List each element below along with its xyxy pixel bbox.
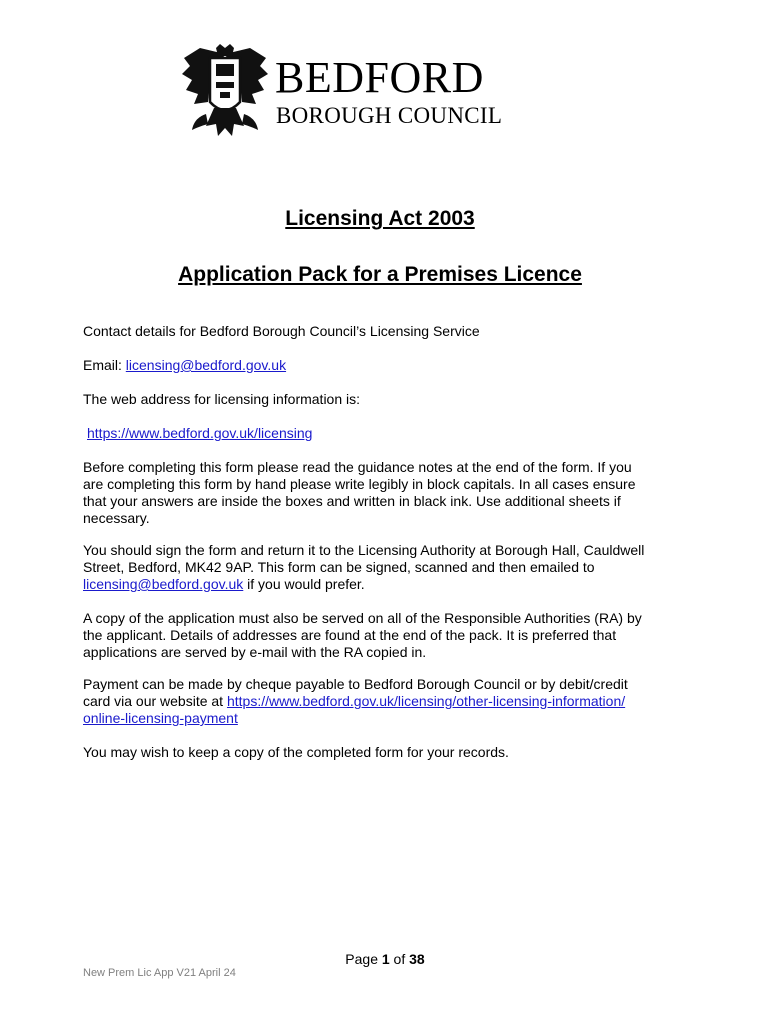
document-subtitle: Application Pack for a Premises Licence	[178, 263, 582, 286]
page-current: 1	[381, 951, 390, 967]
licensing-web-link[interactable]: https://www.bedford.gov.uk/licensing	[87, 425, 313, 441]
council-crest-icon	[180, 44, 270, 140]
payment-link[interactable]: https://www.bedford.gov.uk/licensing/other-licensing-information/online-licensing-payment	[83, 693, 626, 726]
document-title: Licensing Act 2003	[285, 207, 475, 230]
contact-heading: Contact details for Bedford Borough Council’s Licensing Service	[83, 323, 480, 339]
ra-paragraph: A copy of the application must also be served on all of the Responsible Authorities (RA) by the applicant. Details of addresses are found at the end of the pack. It is preferred that applications are served by e-mail with the RA copied in.	[83, 610, 642, 660]
sign-paragraph	[83, 542, 653, 593]
logo-text-borough-council: BOROUGH COUNCIL	[276, 103, 503, 128]
bedford-borough-council-logo	[180, 44, 525, 140]
guidance-paragraph: Before completing this form please read the guidance notes at the end of the form. If you are completing this form by hand please write legibly in block capitals. In all cases ensure that your answers are inside the boxes and written in black ink. Use additional sheets if necessary.	[83, 459, 636, 526]
records-paragraph: You may wish to keep a copy of the completed form for your records.	[83, 744, 509, 760]
sign-text: You should sign the form and return it to the Licensing Authority at Borough Hall, Cauldwell Street, Bedford, MK42 9AP. This form can be signed, scanned and then emailed to	[83, 542, 645, 575]
payment-text: Payment can be made by cheque payable to Bedford Borough Council or by debit/credit card via our website at	[83, 676, 628, 709]
sign-text-end: if you would prefer.	[243, 576, 365, 592]
version-footer: New Prem Lic App V21 April 24	[83, 967, 236, 979]
page-number	[0, 951, 770, 967]
page-of: of	[389, 951, 410, 967]
web-intro: The web address for licensing information is:	[83, 391, 361, 407]
email-label: Email:	[83, 357, 126, 373]
logo-text-bedford: BEDFORD	[275, 53, 484, 102]
email-line	[83, 357, 663, 374]
page-label: Page	[345, 951, 382, 967]
web-link-line	[87, 425, 667, 442]
sign-email-link[interactable]: licensing@bedford.gov.uk	[83, 576, 244, 592]
email-link[interactable]: licensing@bedford.gov.uk	[125, 357, 287, 373]
page-total: 38	[409, 951, 425, 967]
payment-paragraph	[83, 676, 628, 727]
